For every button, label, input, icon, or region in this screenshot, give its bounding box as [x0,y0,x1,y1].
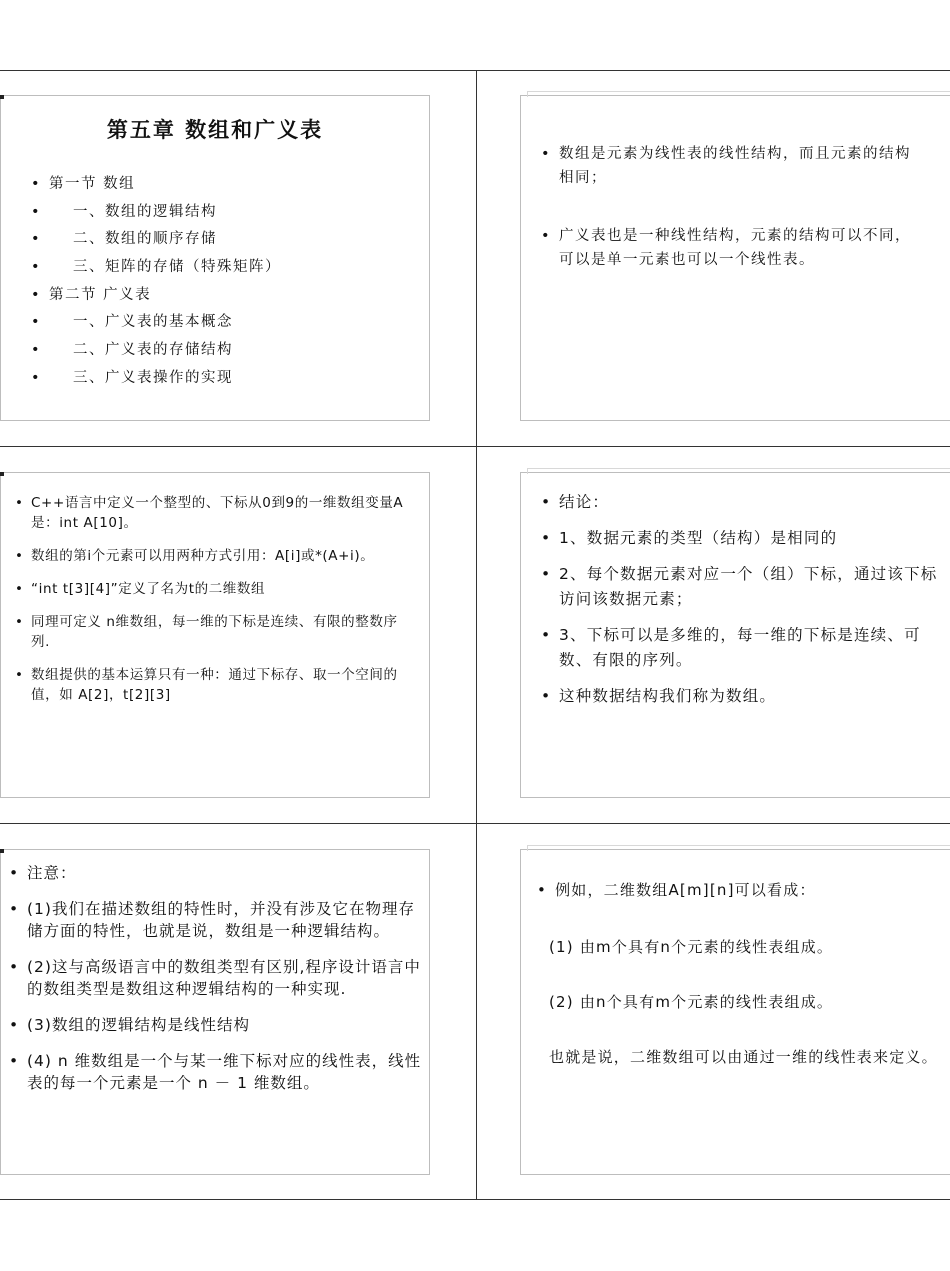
slide-6-intro: • 例如，二维数组A[m][n]可以看成： [537,881,816,899]
outline-item: • 二、数组的顺序存储 [31,231,217,248]
slide-6 [520,849,950,1175]
slide-3-bullets [15,493,415,705]
slide-1-outline [31,171,419,393]
bullet-item: • 同理可定义 n维数组，每一维的下标是连续、有限的整数序列. [15,614,398,650]
bullet-item: • (4) n 维数组是一个与某一维下标对应的线性表，线性表的每一个元素是一个 n － 1 维数组。 [9,1052,422,1092]
bullet-item: • (3)数组的逻辑结构是线性结构 [9,1016,250,1034]
outline-item: • 三、矩阵的存储（特殊矩阵） [31,259,281,276]
slide-6-line-2: (2) 由n个具有m个元素的线性表组成。 [549,993,834,1011]
bullet-item: • “int t[3][4]”定义了名为t的二维数组 [15,581,266,597]
outline-item: • 一、数组的逻辑结构 [31,203,217,220]
bullet-item: • 数组是元素为线性表的线性结构，而且元素的结构相同； [541,146,911,186]
grid-line-center [476,70,477,1200]
bullet-item: • 数组提供的基本运算只有一种：通过下标存、取一个空间的值，如 A[2]，t[2][3] [15,667,398,703]
outline-item: • 三、广义表操作的实现 [31,369,233,386]
slide-5 [0,849,430,1175]
bullet-item: • 广义表也是一种线性结构，元素的结构可以不同，可以是单一元素也可以一个线性表。 [541,228,911,268]
bullet-item: • C++语言中定义一个整型的、下标从0到9的一维数组变量A是：int A[10]。 [15,495,404,531]
grid-line-bottom [0,1199,950,1200]
grid-line-row1 [0,446,950,447]
bullet-item: • (1)我们在描述数组的特性时，并没有涉及它在物理存储方面的特性，也就是说，数组是一种逻辑结构。 [9,900,415,940]
bullet-item: • 数组的第i个元素可以用两种方式引用：A[i]或*(A+i)。 [15,548,375,564]
bullet-item: • (2)这与高级语言中的数组类型有区别,程序设计语言中的数组类型是数组这种逻辑结构的一种实现. [9,958,421,998]
outline-item: • 第二节 广义表 [31,286,152,303]
slide-4 [520,472,950,798]
outline-item: • 一、广义表的基本概念 [31,314,233,331]
slide-6-line-1: (1) 由m个具有n个元素的线性表组成。 [549,938,834,956]
slide-1-title: 第五章 数组和广义表 [106,117,324,142]
slide-shadow [527,468,950,474]
bullet-item: • 2、每个数据元素对应一个（组）下标，通过该下标访问该数据元素； [541,565,938,608]
slide-6-conclusion: 也就是说，二维数组可以由通过一维的线性表来定义。 [549,1048,938,1066]
slide-5-bullets [9,862,427,1094]
bullet-item: • 结论： [541,493,610,511]
slide-shadow [527,91,950,97]
outline-item: • 第一节 数组 [31,176,136,192]
slide-2 [520,95,950,421]
slide-shadow [527,845,950,851]
slide-1 [0,95,430,421]
bullet-item: • 1、数据元素的类型（结构）是相同的 [541,529,838,547]
bullet-item: • 注意： [9,864,77,882]
slide-2-bullets [541,142,911,272]
bullet-item: • 3、下标可以是多维的，每一维的下标是连续、可数、有限的序列。 [541,626,921,669]
slide-4-bullets [541,490,941,709]
grid-line-row2 [0,823,950,824]
slide-corner-mark [0,95,4,99]
slide-corner-mark [0,472,4,476]
outline-item: • 二、广义表的存储结构 [31,342,233,359]
slide-3 [0,472,430,798]
slide-corner-mark [0,849,4,853]
bullet-item: • 这种数据结构我们称为数组。 [541,687,777,705]
grid-line-top [0,70,950,71]
